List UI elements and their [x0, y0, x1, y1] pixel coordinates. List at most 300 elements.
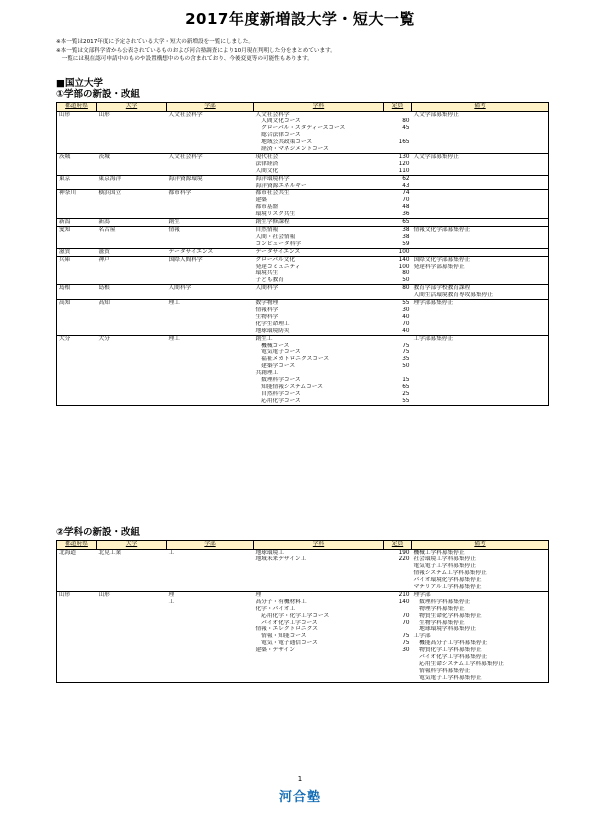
- cell-department: 化学生命理工: [255, 320, 290, 327]
- cell-capacity: [384, 132, 412, 139]
- cell-remarks: [412, 384, 549, 391]
- cell-prefecture: [57, 118, 97, 125]
- cell-remarks: [412, 343, 549, 350]
- col-header-prefecture: 都道府県: [57, 103, 97, 112]
- cell-capacity: 70: [402, 197, 410, 204]
- cell-capacity: 75: [402, 349, 410, 356]
- cell-university: [97, 384, 167, 391]
- cell-prefecture: 山形: [57, 111, 97, 118]
- cell-department: 情報・エレクトロニクス: [255, 626, 318, 633]
- cell-prefecture: 島根: [57, 285, 97, 292]
- cell-department: 電気電子コース: [255, 349, 301, 356]
- cell-department: グローバル・スタディーズコース: [255, 125, 346, 132]
- table-row: [57, 654, 549, 661]
- cell-remarks: [412, 363, 549, 370]
- table-row: [57, 563, 549, 570]
- table-row: [57, 640, 549, 647]
- cell-department: 自然科学コース: [255, 390, 301, 397]
- cell-prefecture: [57, 314, 97, 321]
- cell-university: 高知: [97, 300, 167, 307]
- cell-capacity: 120: [398, 160, 410, 167]
- cell-prefecture: [57, 270, 97, 277]
- cell-prefecture: [57, 161, 97, 168]
- cell-prefecture: [57, 606, 97, 613]
- table-row: [57, 549, 549, 556]
- cell-faculty: [167, 570, 254, 577]
- cell-faculty: [167, 307, 254, 314]
- cell-capacity: 30: [402, 647, 410, 654]
- cell-university: [97, 183, 167, 190]
- cell-prefecture: 東京: [57, 175, 97, 182]
- cell-capacity: 30: [402, 306, 410, 313]
- table-row: [57, 584, 549, 591]
- cell-department: [254, 668, 384, 675]
- note-line: 一覧には現在認可申請中のものや設置構想中のもの含まれており、今後変更等の可能性もあります。: [56, 56, 313, 63]
- cell-faculty: [167, 314, 254, 321]
- cell-remarks: 機械工学科募集停止: [412, 549, 549, 556]
- cell-faculty: [167, 584, 254, 591]
- cell-department: 地域未来デザイン工: [255, 556, 307, 563]
- cell-faculty: [167, 270, 254, 277]
- cell-remarks: 発達科学部募集停止: [412, 264, 549, 271]
- cell-prefecture: 高知: [57, 300, 97, 307]
- cell-capacity: 75: [402, 640, 410, 647]
- cell-remarks: 物質化学工学科募集停止: [412, 647, 549, 654]
- cell-prefecture: 神奈川: [57, 190, 97, 197]
- cell-remarks: 人文学部募集停止: [412, 111, 549, 118]
- cell-prefecture: [57, 675, 97, 682]
- section1-heading: ①学部の新設・改組: [56, 89, 141, 100]
- cell-university: [97, 125, 167, 132]
- cell-capacity: [384, 111, 412, 118]
- cell-capacity: 75: [402, 342, 410, 349]
- cell-department: 創生工: [254, 335, 384, 342]
- cell-university: [97, 391, 167, 398]
- cell-prefecture: [57, 640, 97, 647]
- cell-university: 北見工業: [97, 549, 167, 556]
- cell-university: [97, 570, 167, 577]
- cell-university: [97, 613, 167, 620]
- cell-department: 情報・知能コース: [255, 633, 307, 640]
- col-header-university: 大学: [97, 541, 167, 550]
- kawaijuku-logo: 河合塾: [278, 790, 321, 805]
- cell-university: 島根: [97, 285, 167, 292]
- cell-department: 化学・バイオ工: [255, 605, 296, 612]
- table-row: [57, 146, 549, 153]
- table-row: [57, 241, 549, 248]
- cell-remarks: [412, 168, 549, 175]
- cell-prefecture: 大分: [57, 335, 97, 342]
- table-row: [57, 219, 549, 227]
- col-header-department: 学科: [254, 541, 384, 550]
- cell-university: [97, 132, 167, 139]
- cell-university: [97, 118, 167, 125]
- cell-capacity: 50: [402, 363, 410, 370]
- cell-university: [97, 363, 167, 370]
- cell-capacity: 220: [398, 556, 410, 563]
- table-row: [57, 153, 549, 160]
- cell-remarks: [412, 277, 549, 284]
- cell-university: 東京海洋: [97, 175, 167, 182]
- table-row: [57, 111, 549, 118]
- cell-university: [97, 626, 167, 633]
- cell-university: 神戸: [97, 256, 167, 263]
- cell-faculty: [167, 563, 254, 570]
- cell-capacity: [384, 146, 412, 153]
- table-row: [57, 197, 549, 204]
- table-row: [57, 633, 549, 640]
- cell-faculty: [167, 668, 254, 675]
- cell-prefecture: [57, 307, 97, 314]
- table-row: [57, 175, 549, 182]
- table-row: [57, 183, 549, 190]
- cell-remarks: [412, 161, 549, 168]
- cell-faculty: 人文社会科学: [167, 153, 254, 160]
- cell-remarks: 工学部: [412, 633, 549, 640]
- department-table: [56, 540, 549, 683]
- table-row: [57, 307, 549, 314]
- cell-department: 経済・マネジメントコース: [255, 146, 329, 153]
- cell-faculty: [167, 277, 254, 284]
- table-header-row: [57, 541, 549, 550]
- cell-university: [97, 277, 167, 284]
- col-header-remarks: 備考: [412, 541, 549, 550]
- cell-remarks: 地球環境学科募集停止: [412, 626, 549, 633]
- cell-faculty: 人間科学: [167, 285, 254, 292]
- cell-university: 横浜国立: [97, 190, 167, 197]
- cell-prefecture: [57, 647, 97, 654]
- table-row: [57, 335, 549, 342]
- cell-university: [97, 633, 167, 640]
- cell-faculty: [167, 349, 254, 356]
- cell-department: 地球環境工: [254, 549, 384, 556]
- cell-prefecture: [57, 599, 97, 606]
- cell-university: [97, 168, 167, 175]
- table-row: [57, 391, 549, 398]
- col-header-department: 学科: [254, 103, 384, 112]
- cell-prefecture: [57, 168, 97, 175]
- table-row: [57, 270, 549, 277]
- table-row: [57, 668, 549, 675]
- table-row: [57, 139, 549, 146]
- cell-capacity: 80: [384, 285, 412, 292]
- cell-university: 大分: [97, 335, 167, 342]
- cell-university: [97, 292, 167, 299]
- cell-department: 発達コミュニティ: [255, 263, 301, 270]
- page-number: 1: [297, 775, 303, 783]
- table-row: [57, 118, 549, 125]
- cell-university: [97, 234, 167, 241]
- cell-department: 生物科学: [255, 313, 279, 320]
- cell-prefecture: [57, 570, 97, 577]
- cell-capacity: 70: [402, 619, 410, 626]
- table-row: [57, 277, 549, 284]
- cell-prefecture: 兵庫: [57, 256, 97, 263]
- cell-prefecture: 北海道: [57, 549, 97, 556]
- cell-remarks: マテリアル工学科募集停止: [412, 584, 549, 591]
- cell-university: [97, 264, 167, 271]
- cell-department: 機械コース: [255, 342, 290, 349]
- cell-university: [97, 668, 167, 675]
- cell-department: 情報科学: [255, 306, 279, 313]
- table-header-row: [57, 103, 549, 112]
- cell-capacity: 40: [402, 327, 410, 334]
- table-row: [57, 292, 549, 299]
- cell-department: 共創理工: [255, 370, 279, 377]
- table-row: [57, 356, 549, 363]
- cell-faculty: [167, 647, 254, 654]
- cell-prefecture: [57, 370, 97, 377]
- cell-capacity: 35: [402, 356, 410, 363]
- cell-prefecture: [57, 563, 97, 570]
- col-header-remarks: 備考: [412, 103, 549, 112]
- cell-prefecture: [57, 292, 97, 299]
- cell-university: [97, 139, 167, 146]
- cell-department: 応用化学コース: [254, 398, 384, 405]
- cell-university: [97, 599, 167, 606]
- cell-faculty: [167, 343, 254, 350]
- table-row: [57, 256, 549, 263]
- cell-faculty: [167, 168, 254, 175]
- cell-faculty: [167, 556, 254, 563]
- cell-prefecture: 滋賀: [57, 248, 97, 256]
- table-row: [57, 599, 549, 606]
- cell-capacity: 38: [384, 227, 412, 234]
- col-header-capacity: 定員: [384, 103, 412, 112]
- cell-faculty: [167, 613, 254, 620]
- cell-department: [254, 577, 384, 584]
- cell-remarks: 電気電子工学科募集停止: [412, 563, 549, 570]
- cell-faculty: [167, 620, 254, 627]
- cell-department: 法律経済: [255, 160, 279, 167]
- cell-faculty: [167, 234, 254, 241]
- cell-department: [254, 675, 384, 682]
- cell-remarks: [412, 118, 549, 125]
- cell-department: 数理科学コース: [255, 377, 301, 384]
- cell-prefecture: [57, 577, 97, 584]
- cell-faculty: 理工: [167, 335, 254, 342]
- cell-prefecture: [57, 613, 97, 620]
- cell-prefecture: [57, 146, 97, 153]
- cell-university: [97, 349, 167, 356]
- cell-remarks: 教育学部学校教育課程: [412, 285, 549, 292]
- cell-prefecture: [57, 391, 97, 398]
- cell-capacity: 55: [384, 398, 412, 405]
- cell-remarks: [412, 132, 549, 139]
- table-row: [57, 234, 549, 241]
- cell-remarks: [412, 328, 549, 335]
- cell-faculty: 人文社会科学: [167, 111, 254, 118]
- cell-faculty: [167, 391, 254, 398]
- cell-faculty: 海洋資源環境: [167, 175, 254, 182]
- table-row: [57, 321, 549, 328]
- cell-department: [254, 570, 384, 577]
- cell-remarks: [412, 248, 549, 256]
- cell-university: [97, 307, 167, 314]
- cell-remarks: 人間生活環境教育専攻募集停止: [412, 292, 549, 299]
- cell-prefecture: [57, 241, 97, 248]
- cell-department: コンピュータ科学: [255, 240, 301, 247]
- table-row: [57, 190, 549, 197]
- cell-department: 建築学コース: [255, 363, 296, 370]
- cell-remarks: 機能高分子工学科募集停止: [412, 640, 549, 647]
- cell-department: 人間科学: [254, 285, 384, 292]
- cell-remarks: 応用生命システム工学科募集停止: [412, 661, 549, 668]
- note-line: ※本一覧は2017年度に予定されている大学・短大の新増設を一覧にしました。: [56, 39, 254, 45]
- cell-capacity: 55: [384, 300, 412, 307]
- cell-faculty: [167, 363, 254, 370]
- table-row: [57, 161, 549, 168]
- cell-department: 地球環境防災: [255, 327, 290, 334]
- cell-university: [97, 270, 167, 277]
- cell-capacity: [384, 606, 412, 613]
- cell-capacity: [384, 668, 412, 675]
- table-row: [57, 570, 549, 577]
- cell-remarks: [412, 234, 549, 241]
- cell-faculty: [167, 139, 254, 146]
- cell-prefecture: 新潟: [57, 219, 97, 227]
- cell-faculty: [167, 661, 254, 668]
- table-row: [57, 227, 549, 234]
- cell-prefecture: [57, 668, 97, 675]
- cell-remarks: [412, 391, 549, 398]
- cell-prefecture: [57, 620, 97, 627]
- cell-university: [97, 328, 167, 335]
- table-row: [57, 168, 549, 175]
- cell-faculty: 国際人間科学: [167, 256, 254, 263]
- cell-remarks: [412, 398, 549, 405]
- cell-department: 現代社会: [254, 153, 384, 160]
- cell-remarks: 情報システム工学科募集停止: [412, 570, 549, 577]
- cell-faculty: [167, 264, 254, 271]
- cell-prefecture: [57, 132, 97, 139]
- cell-prefecture: [57, 139, 97, 146]
- cell-university: [97, 398, 167, 405]
- cell-capacity: [384, 563, 412, 570]
- cell-department: 環境リスク共生: [255, 211, 296, 218]
- cell-faculty: [167, 161, 254, 168]
- cell-capacity: 130: [384, 153, 412, 160]
- table-row: [57, 384, 549, 391]
- cell-university: 山形: [97, 591, 167, 598]
- cell-department: [254, 292, 384, 299]
- cell-remarks: [412, 204, 549, 211]
- cell-capacity: 43: [402, 182, 410, 189]
- cell-capacity: [384, 570, 412, 577]
- cell-department: 人間文化: [255, 167, 279, 174]
- cell-department: 建築・デザイン: [255, 647, 295, 654]
- table-row: [57, 647, 549, 654]
- cell-department: グローバル文化: [254, 256, 384, 263]
- cell-university: [97, 654, 167, 661]
- cell-faculty: [167, 654, 254, 661]
- cell-department: 知能情報システムコース: [255, 383, 323, 390]
- cell-remarks: [412, 349, 549, 356]
- col-header-prefecture: 都道府県: [57, 541, 97, 550]
- cell-faculty: [167, 626, 254, 633]
- cell-capacity: 38: [402, 233, 410, 240]
- cell-department: 都市社会共生: [254, 190, 384, 197]
- cell-prefecture: [57, 264, 97, 271]
- table-row: [57, 132, 549, 139]
- cell-department: 海洋資源エネルギー: [255, 182, 307, 189]
- cell-remarks: 生物学科募集停止: [412, 620, 549, 627]
- cell-prefecture: [57, 211, 97, 218]
- cell-department: 自然情報: [254, 227, 384, 234]
- cell-faculty: 都市科学: [167, 190, 254, 197]
- cell-university: [97, 343, 167, 350]
- table-row: [57, 398, 549, 405]
- cell-prefecture: 茨城: [57, 153, 97, 160]
- cell-capacity: 100: [398, 263, 410, 270]
- cell-capacity: 36: [402, 211, 410, 218]
- cell-remarks: [412, 307, 549, 314]
- cell-prefecture: [57, 328, 97, 335]
- cell-capacity: [384, 292, 412, 299]
- table-row: [57, 363, 549, 370]
- cell-university: [97, 146, 167, 153]
- table-row: [57, 661, 549, 668]
- note-line: ※本一覧は文部科学省から公表されているものおよび河合塾調査により10月現在判明した分をまとめています。: [56, 47, 336, 54]
- cell-capacity: 70: [402, 612, 410, 619]
- table-row: [57, 377, 549, 384]
- cell-faculty: 創生: [167, 219, 254, 227]
- section2-heading: ②学科の新設・改組: [56, 527, 141, 538]
- cell-prefecture: [57, 356, 97, 363]
- cell-capacity: 50: [402, 277, 410, 284]
- cell-department: 子ども教育: [255, 277, 284, 284]
- cell-remarks: 数理科学科募集停止: [412, 599, 549, 606]
- cell-university: [97, 584, 167, 591]
- cell-department: 人間・社会情報: [255, 233, 296, 240]
- cell-department: 創生学修課程: [254, 219, 384, 227]
- cell-department: [254, 661, 384, 668]
- cell-department: 高分子・有機材料工: [255, 598, 307, 605]
- faculty-table: [56, 102, 549, 406]
- cell-prefecture: [57, 384, 97, 391]
- cell-faculty: [167, 633, 254, 640]
- table-row: [57, 125, 549, 132]
- cell-remarks: [412, 356, 549, 363]
- cell-university: [97, 161, 167, 168]
- col-header-university: 大学: [97, 103, 167, 112]
- cell-remarks: バイオ化学工学科募集停止: [412, 654, 549, 661]
- cell-remarks: [412, 139, 549, 146]
- cell-capacity: 100: [384, 248, 412, 256]
- cell-prefecture: [57, 633, 97, 640]
- cell-faculty: [167, 197, 254, 204]
- cell-remarks: [412, 190, 549, 197]
- cell-remarks: 電気電子工学科募集停止: [412, 675, 549, 682]
- cell-faculty: [167, 577, 254, 584]
- cell-remarks: [412, 314, 549, 321]
- cell-faculty: [167, 377, 254, 384]
- cell-department: 数学物理: [254, 300, 384, 307]
- cell-faculty: [167, 321, 254, 328]
- cell-capacity: 48: [402, 204, 410, 211]
- cell-remarks: 国際文化学部募集停止: [412, 256, 549, 263]
- cell-remarks: [412, 321, 549, 328]
- notes: [56, 38, 576, 64]
- table-row: [57, 591, 549, 598]
- cell-university: 山形: [97, 111, 167, 118]
- cell-university: [97, 197, 167, 204]
- cell-department: [254, 563, 384, 570]
- table-row: [57, 248, 549, 256]
- cell-department: データサイエンス: [254, 248, 384, 256]
- cell-capacity: 74: [384, 190, 412, 197]
- cell-prefecture: 愛知: [57, 227, 97, 234]
